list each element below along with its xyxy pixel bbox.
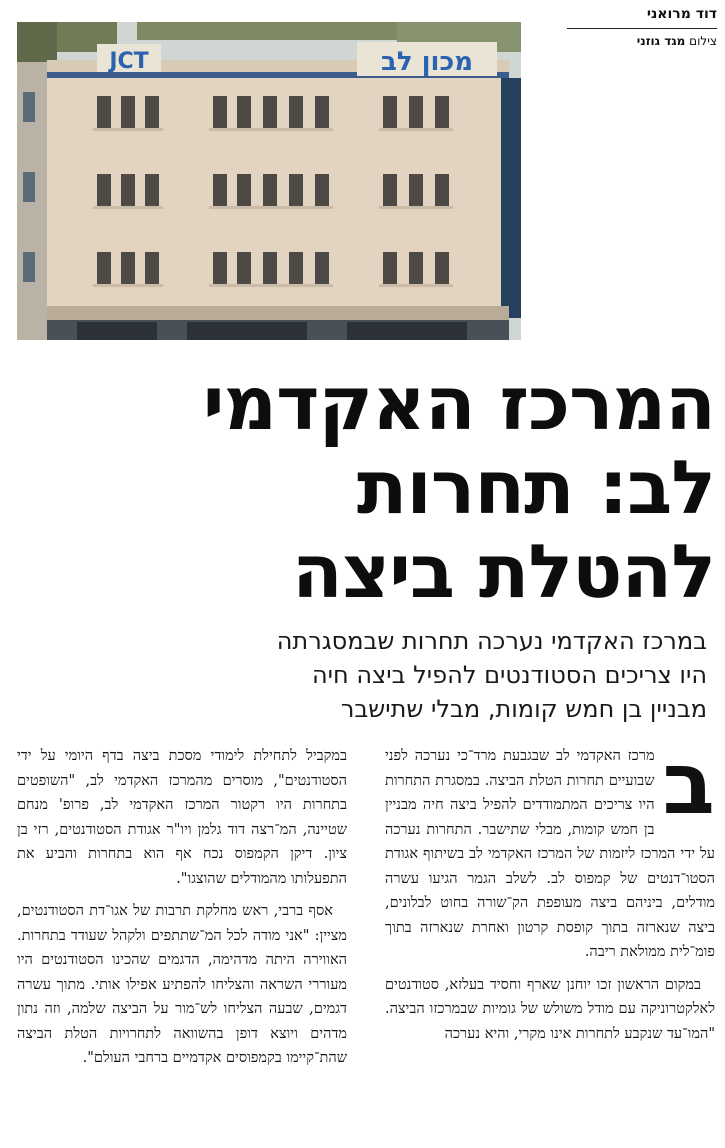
article-paragraph: במקביל לתחילת לימודי מסכת ביצה בדף היומי על ידי הסטודנטים", מוסרים מהמרכז האקדמי לב, "השופטים בתחרות היו רקטור המרכז האקדמי לב, פרופ' מנחם שטיינה, המ־רצה דוד גלמן ויו"ר אגודת הסטודנטים, רזי בן ציון. דיקן הקמפוס נכח אף הוא בתחרות והביע את התפעלותו מהמודלים שהוצגו".: [17, 748, 347, 887]
photo-credit-name: מגד גוזני: [636, 34, 686, 48]
building-photo: [17, 22, 521, 340]
sign-machon-lev: מכון לב: [380, 47, 474, 77]
headline-line-1: המרכז האקדמי: [202, 361, 715, 447]
article-paragraph: מרכז האקדמי לב שבגבעת מרד־כי נערכה לפני שבועיים תחרות הטלת הביצה. במסגרת התחרות היו צריכים המתמודדים להפיל ביצה חיה מבניין בן חמש קומות, מבלי שתישבר. התחרות נערכה על ידי המרכז ליזמות של המרכז האקדמי לב בשיתוף אגודת הסטו־דנטים של קמפוס לב. לשלב הגמר הגיעו עשרה מודלים, ביניהם ביצה מעופפת הק־שורה בחוט לבלונים, ביצה שנארזה בתוך קופסת קרטון ואחרת שנארזה בתוך פומ־לית ממולאת ריבה.: [385, 748, 715, 960]
byline: [567, 6, 717, 48]
subheadline-line-1: במרכז האקדמי נערכה תחרות שבמסגרתה: [276, 627, 707, 655]
sign-jct: JCT: [109, 49, 149, 74]
headline-line-3: להטלת ביצה: [291, 529, 715, 615]
article-paragraph: במקום הראשון זכו יוחנן שארף וחסיד בעלזא, סטודנטים לאלקטרוניקה עם מודל משולש של גומיות שבמרכזו הביצה. "המו־עד שנקבע לתחרות אינו מקרי, והיא נערכה: [385, 976, 715, 1042]
subheadline-line-2: היו צריכים הסטודנטים להפיל ביצה חיה: [312, 661, 707, 689]
article-column-right: [385, 734, 715, 1054]
drop-cap: ב: [662, 734, 715, 834]
article-paragraph: אסף ברבי, ראש מחלקת תרבות של אגו־דת הסטודנטים, מציין: "אני מודה לכל המ־שתתפים ולקהל שעודד בתחרות. האווירה היתה מדהימה, הדגמים שהכינו הסטודנטים היו מעוררי השראה והצליחו להפתיע אפילו אותי. מתוך עשרה דגמים, שבעה הצליחו לש־מור על הביצה שלמה, וזה נתון מדהים ויוצא דופן בהשוואה לתחרויות הטלת הביצה שהת־קיימו בקמפוסים אקדמיים ברחבי העולם".: [17, 903, 347, 1066]
author-name: דוד מרואני: [567, 6, 717, 29]
photo-credit: [567, 29, 717, 48]
photo-credit-label: צילום: [689, 34, 717, 48]
headline-line-2: לב: תחרות: [356, 445, 715, 531]
subheadline: [150, 624, 707, 726]
headline: [105, 362, 715, 614]
article-column-left: [17, 744, 347, 1079]
subheadline-line-3: מבניין בן חמש קומות, מבלי שתישבר: [340, 695, 707, 723]
